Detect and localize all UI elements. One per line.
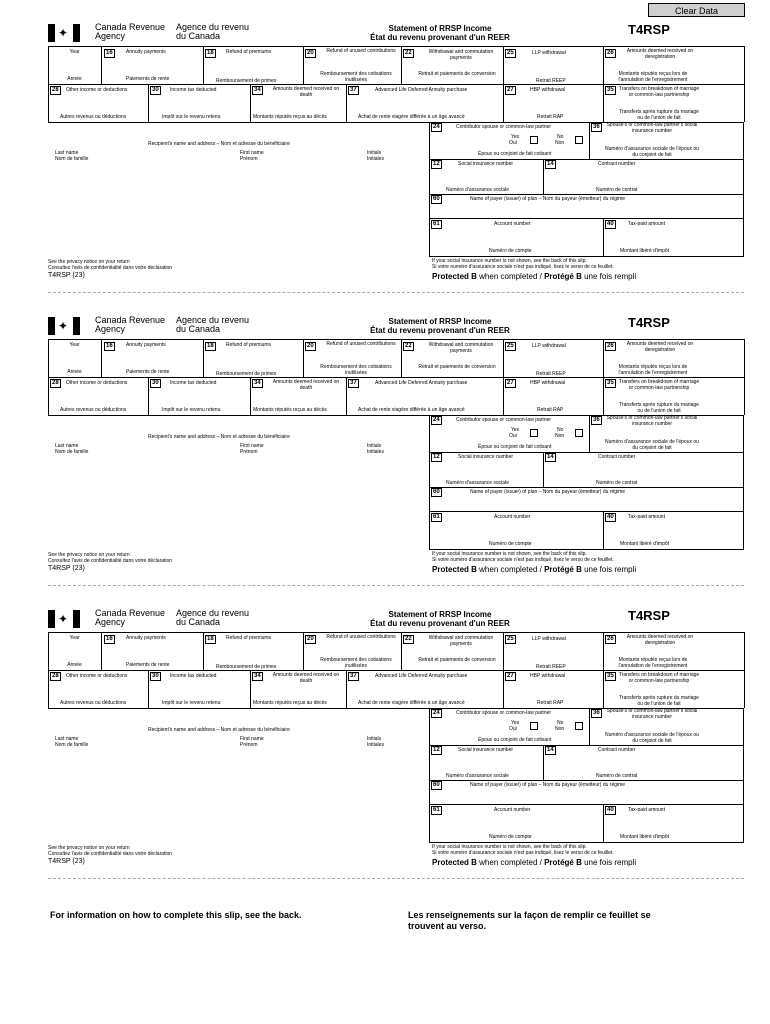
box-14-number: 14 — [547, 161, 554, 167]
box-28-label-fr: Autres revenus ou déductions — [60, 407, 127, 413]
last-name-label: Last name — [55, 736, 79, 742]
box-25-label: LLP withdrawal — [532, 50, 566, 56]
canada-flag-logo — [48, 24, 80, 42]
box-20-label: Refund of unused contributions — [326, 341, 396, 347]
box-40-label-fr: Montant libéré d'impôt — [620, 834, 670, 840]
canada-flag-logo — [48, 317, 80, 335]
yes-label: Yes — [511, 720, 520, 726]
box-27-label-fr: Retrait RAP — [537, 407, 564, 413]
agency-name-french: Agence du revenu du Canada — [176, 608, 250, 627]
box-61-number: 61 — [433, 221, 440, 227]
box-30-label-fr: Impôt sur le revenu retenu — [162, 407, 221, 413]
box-26-number: 26 — [607, 343, 614, 349]
box-36-label: Spouse's or common-law partner's social insurance number — [606, 415, 698, 427]
box-16-label: Annuity payments — [126, 635, 166, 641]
recipient-heading: Recipient's name and address – Nom et adresse du bénéficiaire — [148, 727, 290, 733]
box-28-label-fr: Autres revenus ou déductions — [60, 114, 127, 120]
box-22-label: Withdrawal and commutation payments — [428, 635, 494, 647]
box-18-label: Refund of premiums — [226, 49, 272, 55]
box-14-number: 14 — [547, 747, 554, 753]
box-22-label-fr: Retrait et paiements de conversion — [418, 71, 496, 77]
box-61-label: Account number — [494, 514, 531, 520]
box-16-label: Annuity payments — [126, 342, 166, 348]
box-25-label-fr: Retrait REEP — [536, 664, 566, 670]
box-35-label-fr: Transferts après rupture du mariage ou de l'union de fait — [619, 695, 699, 707]
box-26-number: 26 — [607, 636, 614, 642]
box-18-label: Refund of premiums — [226, 342, 272, 348]
first-name-label-fr: Prénom — [240, 742, 258, 748]
box-61-label-fr: Numéro de compte — [489, 541, 532, 547]
maple-leaf-icon: ✦ — [58, 26, 69, 40]
box-18-number: 18 — [207, 50, 214, 56]
box-30-number: 30 — [152, 87, 159, 93]
box-16-number: 16 — [106, 343, 113, 349]
box-12-number: 12 — [433, 747, 440, 753]
box-14-label: Contract number — [598, 747, 636, 753]
sin-note-fr: Si votre numéro d'assurance sociale n'est pas indiqué, lisez le verso de ce feuillet. — [432, 264, 614, 270]
box-20-number: 20 — [307, 50, 314, 56]
no-checkbox[interactable] — [575, 429, 583, 437]
box-37-number: 37 — [350, 673, 357, 679]
box-18-number: 18 — [207, 636, 214, 642]
box-40-label-fr: Montant libéré d'impôt — [620, 248, 670, 254]
box-24-number: 24 — [433, 417, 440, 423]
privacy-notice-fr: Consultez l'avis de confidentialité dans votre déclaration — [48, 558, 173, 564]
info-french: Les renseignements sur la façon de remplir ce feuillet se trouvent au verso. — [408, 910, 651, 931]
box-34-label-fr: Montants réputés reçus au décès — [253, 114, 327, 120]
box-27-label: HBP withdrawal — [530, 673, 566, 679]
protected-b-notice: Protected B when completed / Protégé B une fois rempli — [432, 858, 637, 867]
box-35-label: Transfers on breakdown of marriage or common-law partnership — [618, 86, 700, 98]
box-28-label: Other income or deductions — [66, 673, 128, 679]
year-field[interactable] — [49, 644, 101, 658]
t4rsp-slip-2 — [0, 293, 770, 574]
footer-form-code: T4RSP (23) — [48, 272, 85, 279]
year-label-fr: Année — [67, 369, 82, 375]
no-checkbox[interactable] — [575, 136, 583, 144]
box-37-label: Advanced Life Deferred Annuity purchase — [375, 87, 468, 93]
box-60-number: 60 — [433, 489, 440, 495]
recipient-heading: Recipient's name and address – Nom et adresse du bénéficiaire — [148, 434, 290, 440]
clear-data-button[interactable]: Clear Data — [648, 3, 745, 17]
box-27-number: 27 — [507, 673, 514, 679]
privacy-notice: See the privacy notice on your return — [48, 845, 130, 851]
box-35-label: Transfers on breakdown of marriage or common-law partnership — [618, 379, 700, 391]
box-25-number: 25 — [507, 50, 514, 56]
year-field[interactable] — [49, 58, 101, 72]
oui-label: Oui — [509, 726, 517, 732]
initials-label: Initials — [367, 736, 382, 742]
box-16-label: Annuity payments — [126, 49, 166, 55]
box-16-number: 16 — [106, 50, 113, 56]
last-name-label-fr: Nom de famille — [55, 156, 89, 162]
first-name-label: First name — [240, 150, 264, 156]
box-14-label-fr: Numéro de contrat — [596, 773, 638, 779]
box-34-label: Amounts deemed received on death — [272, 672, 340, 684]
form-code: T4RSP — [628, 22, 670, 37]
form-code: T4RSP — [628, 608, 670, 623]
box-26-label: Amounts deemed received on deregistration — [626, 634, 694, 646]
box-18-label-fr: Remboursement de primes — [216, 371, 277, 377]
box-22-label: Withdrawal and commutation payments — [428, 49, 494, 61]
box-35-number: 35 — [607, 380, 614, 386]
box-40-label: Tax-paid amount — [628, 807, 665, 813]
box-37-label: Advanced Life Deferred Annuity purchase — [375, 380, 468, 386]
box-14-label-fr: Numéro de contrat — [596, 187, 638, 193]
form-title: Statement of RRSP Income État du revenu provenant d'un REER — [370, 24, 510, 42]
sin-note: If your social insurance number is not shown, see the back of this slip. — [432, 844, 587, 850]
box-27-label-fr: Retrait RAP — [537, 700, 564, 706]
box-22-number: 22 — [405, 343, 412, 349]
last-name-label: Last name — [55, 443, 79, 449]
oui-label: Oui — [509, 433, 517, 439]
box-14-label-fr: Numéro de contrat — [596, 480, 638, 486]
box-61-label: Account number — [494, 221, 531, 227]
box-20-number: 20 — [307, 343, 314, 349]
box-26-label-fr: Montants réputés reçus lors de l'annulation de l'enregistrement — [618, 364, 688, 376]
box-61-number: 61 — [433, 807, 440, 813]
first-name-label: First name — [240, 736, 264, 742]
sin-note-fr: Si votre numéro d'assurance sociale n'est pas indiqué, lisez le verso de ce feuillet. — [432, 557, 614, 563]
box-34-label: Amounts deemed received on death — [272, 379, 340, 391]
year-label: Year — [69, 342, 80, 348]
box-16-label-fr: Paiements de rente — [126, 76, 170, 82]
initials-label: Initials — [367, 443, 382, 449]
agency-name-french: Agence du revenu du Canada — [176, 315, 250, 334]
box-22-number: 22 — [405, 50, 412, 56]
box-25-label: LLP withdrawal — [532, 636, 566, 642]
agency-name-english: Canada Revenue Agency — [95, 22, 166, 41]
box-40-label: Tax-paid amount — [628, 514, 665, 520]
box-30-label-fr: Impôt sur le revenu retenu — [162, 700, 221, 706]
box-25-label-fr: Retrait REEP — [536, 371, 566, 377]
first-name-label: First name — [240, 443, 264, 449]
box-40-number: 40 — [607, 807, 614, 813]
box-20-label-fr: Remboursement des cotisations inutilisées — [320, 657, 392, 669]
box-18-label: Refund of premiums — [226, 635, 272, 641]
box-35-number: 35 — [607, 87, 614, 93]
box-37-number: 37 — [350, 87, 357, 93]
box-60-number: 60 — [433, 782, 440, 788]
yes-checkbox[interactable] — [530, 722, 538, 730]
privacy-notice-fr: Consultez l'avis de confidentialité dans votre déclaration — [48, 851, 173, 857]
box-36-label-fr: Numéro d'assurance sociale de l'époux ou du conjoint de fait — [605, 146, 699, 158]
box-30-label-fr: Impôt sur le revenu retenu — [162, 114, 221, 120]
oui-label: Oui — [509, 140, 517, 146]
info-english: For information on how to complete this slip, see the back. — [50, 910, 302, 920]
box-36-number: 36 — [593, 124, 600, 130]
box-28-label-fr: Autres revenus ou déductions — [60, 700, 127, 706]
yes-checkbox[interactable] — [530, 136, 538, 144]
box-14-number: 14 — [547, 454, 554, 460]
box-35-number: 35 — [607, 673, 614, 679]
box-34-number: 34 — [254, 673, 261, 679]
protected-b-notice: Protected B when completed / Protégé B une fois rempli — [432, 272, 637, 281]
box-34-number: 34 — [254, 380, 261, 386]
box-20-label: Refund of unused contributions — [326, 48, 396, 54]
box-36-number: 36 — [593, 710, 600, 716]
box-40-label-fr: Montant libéré d'impôt — [620, 541, 670, 547]
sin-note-fr: Si votre numéro d'assurance sociale n'est pas indiqué, lisez le verso de ce feuillet. — [432, 850, 614, 856]
box-25-number: 25 — [507, 343, 514, 349]
box-37-label-fr: Achat de rente viagère différée à un âge avancé — [358, 407, 465, 413]
box-61-label: Account number — [494, 807, 531, 813]
box-12-number: 12 — [433, 161, 440, 167]
box-61-label-fr: Numéro de compte — [489, 834, 532, 840]
box-61-label-fr: Numéro de compte — [489, 248, 532, 254]
box-34-number: 34 — [254, 87, 261, 93]
box-20-label: Refund of unused contributions — [326, 634, 396, 640]
box-34-label-fr: Montants réputés reçus au décès — [253, 407, 327, 413]
box-26-label-fr: Montants réputés reçus lors de l'annulation de l'enregistrement — [618, 71, 688, 83]
box-37-label: Advanced Life Deferred Annuity purchase — [375, 673, 468, 679]
box-14-label: Contract number — [598, 161, 636, 167]
box-16-label-fr: Paiements de rente — [126, 662, 170, 668]
box-34-label: Amounts deemed received on death — [272, 86, 340, 98]
year-label: Year — [69, 635, 80, 641]
box-12-label-fr: Numéro d'assurance sociale — [446, 480, 509, 486]
box-26-label: Amounts deemed received on deregistration — [626, 48, 694, 60]
form-code: T4RSP — [628, 315, 670, 330]
box-36-label: Spouse's or common-law partner's social insurance number — [606, 708, 698, 720]
sin-note: If your social insurance number is not shown, see the back of this slip. — [432, 258, 587, 264]
box-37-number: 37 — [350, 380, 357, 386]
maple-leaf-icon: ✦ — [58, 612, 69, 626]
box-24-number: 24 — [433, 124, 440, 130]
box-24-number: 24 — [433, 710, 440, 716]
box-30-number: 30 — [152, 380, 159, 386]
year-label-fr: Année — [67, 76, 82, 82]
no-label: No — [557, 134, 564, 140]
box-40-number: 40 — [607, 221, 614, 227]
agency-name-english: Canada Revenue Agency — [95, 608, 166, 627]
box-20-number: 20 — [307, 636, 314, 642]
non-label: Non — [555, 433, 565, 439]
form-title: Statement of RRSP Income État du revenu provenant d'un REER — [370, 610, 510, 628]
agency-name-english: Canada Revenue Agency — [95, 315, 166, 334]
box-28-number: 28 — [52, 380, 59, 386]
non-label: Non — [555, 726, 565, 732]
last-name-label-fr: Nom de famille — [55, 449, 89, 455]
box-27-number: 27 — [507, 380, 514, 386]
box-35-label: Transfers on breakdown of marriage or common-law partnership — [618, 672, 700, 684]
box-20-label-fr: Remboursement des cotisations inutilisées — [320, 364, 392, 376]
box-35-label-fr: Transferts après rupture du mariage ou de l'union de fait — [619, 402, 699, 414]
box-22-label-fr: Retrait et paiements de conversion — [418, 364, 496, 370]
initials-label-fr: Initiales — [367, 742, 384, 748]
box-25-label: LLP withdrawal — [532, 343, 566, 349]
box-22-label: Withdrawal and commutation payments — [428, 342, 494, 354]
privacy-notice-fr: Consultez l'avis de confidentialité dans votre déclaration — [48, 265, 173, 271]
no-label: No — [557, 720, 564, 726]
last-name-label: Last name — [55, 150, 79, 156]
box-12-label: Social insurance number — [458, 454, 514, 460]
yes-label: Yes — [511, 134, 520, 140]
box-12-label: Social insurance number — [458, 161, 514, 167]
maple-leaf-icon: ✦ — [58, 319, 69, 333]
first-name-label-fr: Prénom — [240, 449, 258, 455]
box-24-label-fr: Époux ou conjoint de fait cotisant — [478, 151, 552, 157]
box-61-number: 61 — [433, 514, 440, 520]
box-27-label-fr: Retrait RAP — [537, 114, 564, 120]
year-field[interactable] — [49, 351, 101, 365]
box-30-label: Income tax deducted — [170, 673, 217, 679]
box-25-number: 25 — [507, 636, 514, 642]
box-26-label-fr: Montants réputés reçus lors de l'annulation de l'enregistrement — [618, 657, 688, 669]
box-28-label: Other income or deductions — [66, 380, 128, 386]
box-35-label-fr: Transferts après rupture du mariage ou de l'union de fait — [619, 109, 699, 121]
box-60-label: Name of payer (issuer) of plan – Nom du payeur (émetteur) du régime — [470, 196, 626, 202]
privacy-notice: See the privacy notice on your return — [48, 259, 130, 265]
initials-label: Initials — [367, 150, 382, 156]
box-60-label: Name of payer (issuer) of plan – Nom du payeur (émetteur) du régime — [470, 782, 626, 788]
footer-form-code: T4RSP (23) — [48, 565, 85, 572]
box-16-number: 16 — [106, 636, 113, 642]
box-25-label-fr: Retrait REEP — [536, 78, 566, 84]
box-34-label-fr: Montants réputés reçus au décès — [253, 700, 327, 706]
box-12-label-fr: Numéro d'assurance sociale — [446, 773, 509, 779]
footer-form-code: T4RSP (23) — [48, 858, 85, 865]
box-16-label-fr: Paiements de rente — [126, 369, 170, 375]
box-24-label-fr: Époux ou conjoint de fait cotisant — [478, 737, 552, 743]
box-36-label: Spouse's or common-law partner's social insurance number — [606, 122, 698, 134]
sin-note: If your social insurance number is not shown, see the back of this slip. — [432, 551, 587, 557]
box-60-label: Name of payer (issuer) of plan – Nom du payeur (émetteur) du régime — [470, 489, 626, 495]
box-36-label-fr: Numéro d'assurance sociale de l'époux ou du conjoint de fait — [605, 439, 699, 451]
box-18-label-fr: Remboursement de primes — [216, 78, 277, 84]
box-28-number: 28 — [52, 87, 59, 93]
box-18-number: 18 — [207, 343, 214, 349]
year-label-fr: Année — [67, 662, 82, 668]
box-60-number: 60 — [433, 196, 440, 202]
box-27-label: HBP withdrawal — [530, 380, 566, 386]
t4rsp-slip-3 — [0, 586, 770, 867]
yes-checkbox[interactable] — [530, 429, 538, 437]
agency-name-french: Agence du revenu du Canada — [176, 22, 250, 41]
last-name-label-fr: Nom de famille — [55, 742, 89, 748]
privacy-notice: See the privacy notice on your return — [48, 552, 130, 558]
box-24-label: Contributor spouse or common-law partner — [456, 417, 552, 423]
box-28-label: Other income or deductions — [66, 87, 128, 93]
box-22-label-fr: Retrait et paiements de conversion — [418, 657, 496, 663]
yes-label: Yes — [511, 427, 520, 433]
box-20-label-fr: Remboursement des cotisations inutilisées — [320, 71, 392, 83]
box-14-label: Contract number — [598, 454, 636, 460]
t4rsp-slip-1 — [0, 0, 770, 281]
box-30-number: 30 — [152, 673, 159, 679]
box-12-label-fr: Numéro d'assurance sociale — [446, 187, 509, 193]
box-30-label: Income tax deducted — [170, 87, 217, 93]
box-36-number: 36 — [593, 417, 600, 423]
box-27-number: 27 — [507, 87, 514, 93]
cut-line — [48, 878, 744, 879]
no-checkbox[interactable] — [575, 722, 583, 730]
box-24-label-fr: Époux ou conjoint de fait cotisant — [478, 444, 552, 450]
initials-label-fr: Initiales — [367, 449, 384, 455]
recipient-heading: Recipient's name and address – Nom et adresse du bénéficiaire — [148, 141, 290, 147]
box-40-label: Tax-paid amount — [628, 221, 665, 227]
box-24-label: Contributor spouse or common-law partner — [456, 710, 552, 716]
box-22-number: 22 — [405, 636, 412, 642]
no-label: No — [557, 427, 564, 433]
box-27-label: HBP withdrawal — [530, 87, 566, 93]
box-24-label: Contributor spouse or common-law partner — [456, 124, 552, 130]
box-40-number: 40 — [607, 514, 614, 520]
box-26-number: 26 — [607, 50, 614, 56]
box-12-number: 12 — [433, 454, 440, 460]
canada-flag-logo — [48, 610, 80, 628]
box-36-label-fr: Numéro d'assurance sociale de l'époux ou du conjoint de fait — [605, 732, 699, 744]
protected-b-notice: Protected B when completed / Protégé B une fois rempli — [432, 565, 637, 574]
box-18-label-fr: Remboursement de primes — [216, 664, 277, 670]
initials-label-fr: Initiales — [367, 156, 384, 162]
year-label: Year — [69, 49, 80, 55]
box-37-label-fr: Achat de rente viagère différée à un âge avancé — [358, 114, 465, 120]
box-12-label: Social insurance number — [458, 747, 514, 753]
box-37-label-fr: Achat de rente viagère différée à un âge avancé — [358, 700, 465, 706]
non-label: Non — [555, 140, 565, 146]
first-name-label-fr: Prénom — [240, 156, 258, 162]
form-title: Statement of RRSP Income État du revenu provenant d'un REER — [370, 317, 510, 335]
box-28-number: 28 — [52, 673, 59, 679]
box-30-label: Income tax deducted — [170, 380, 217, 386]
box-26-label: Amounts deemed received on deregistration — [626, 341, 694, 353]
